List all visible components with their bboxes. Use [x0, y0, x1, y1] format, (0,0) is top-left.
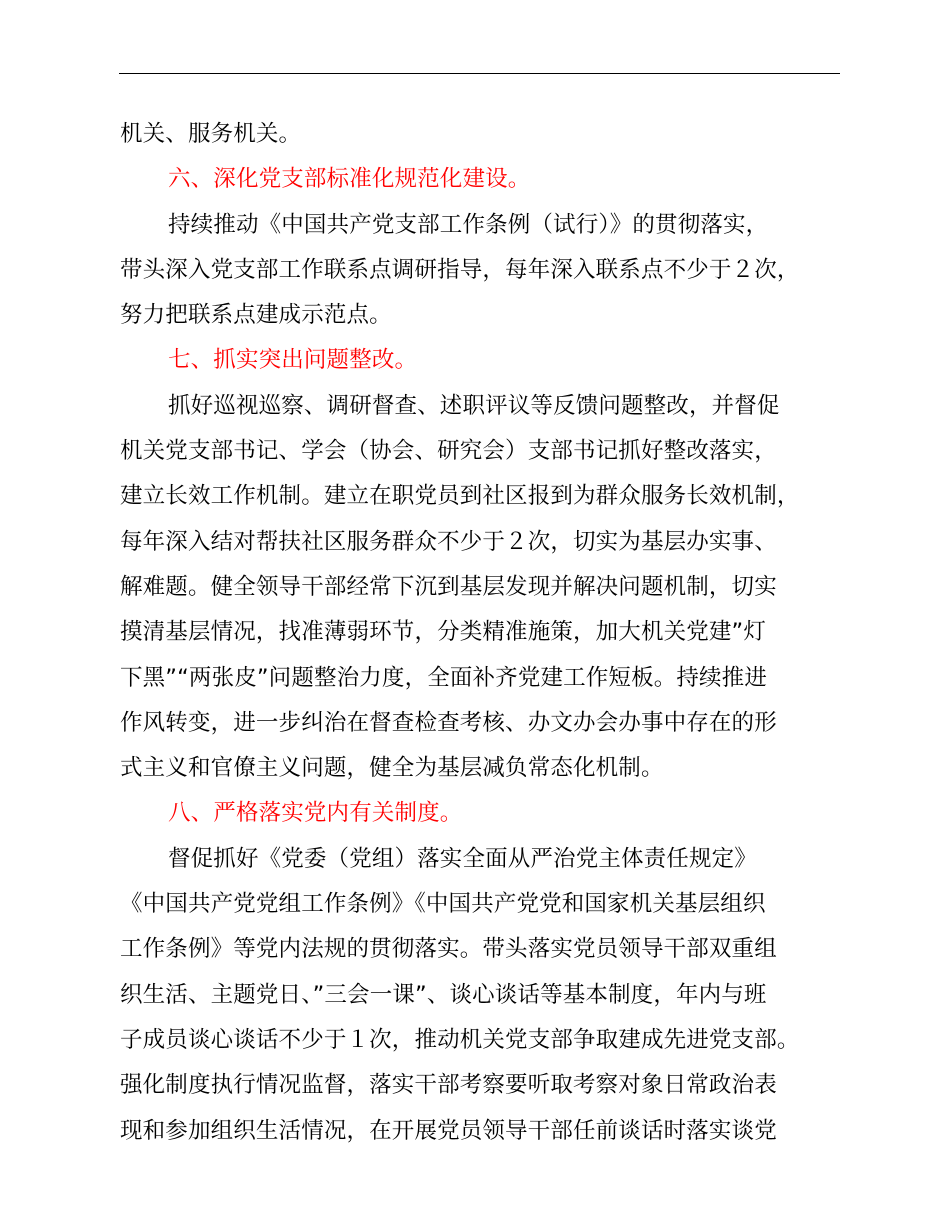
paragraph-line: 抓好巡视巡察、调研督查、述职评议等反馈问题整改，并督促: [168, 392, 780, 419]
paragraph-line: 持续推动《中国共产党支部工作条例（试行）》的贯彻落实，: [168, 211, 769, 238]
section-heading-8: 八、严格落实党内有关制度。: [168, 800, 463, 827]
paragraph-line: 努力把联系点建成示范点。: [120, 302, 392, 329]
paragraph-line: 每年深入结对帮扶社区服务群众不少于２次，切实为基层办实事、: [120, 528, 777, 555]
paragraph-line: 式主义和官僚主义问题，健全为基层减负常态化机制。: [120, 755, 664, 782]
paragraph-line: 建立长效工作机制。建立在职党员到社区报到为群众服务长效机制，: [120, 483, 800, 510]
paragraph-line: 机关党支部书记、学会（协会、研究会）支部书记抓好整改落实，: [120, 438, 777, 465]
paragraph-line: 机关、服务机关。: [120, 121, 302, 147]
section-heading-7: 七、抓实突出问题整改。: [168, 347, 418, 374]
paragraph-line: 强化制度执行情况监督，落实干部考察要听取考察对象日常政治表: [120, 1072, 777, 1099]
section-heading-6: 六、深化党支部标准化规范化建设。: [168, 166, 531, 193]
document-body: [120, 112, 860, 1154]
paragraph-line: 现和参加组织生活情况，在开展党员领导干部任前谈话时落实谈党: [120, 1117, 777, 1144]
paragraph-line: 解难题。健全领导干部经常下沉到基层发现并解决问题机制，切实: [120, 573, 777, 600]
paragraph-line: 织生活、主题党日、”三会一课”、谈心谈话等基本制度，年内与班: [120, 981, 767, 1008]
paragraph-line: 工作条例》等党内法规的贯彻落实。带头落实党员领导干部双重组: [120, 936, 777, 963]
paragraph-line: 督促抓好《党委（党组）落实全面从严治党主体责任规定》: [168, 845, 757, 872]
header-rule: [119, 73, 840, 74]
paragraph-line: 带头深入党支部工作联系点调研指导，每年深入联系点不少于２次，: [120, 256, 800, 283]
paragraph-line: 下黑”“两张皮”问题整治力度，全面补齐党建工作短板。持续推进: [120, 664, 767, 691]
paragraph-line: 摸清基层情况，找准薄弱环节，分类精准施策，加大机关党建”灯: [120, 619, 767, 646]
paragraph-line: 子成员谈心谈话不少于１次，推动机关党支部争取建成先进党支部。: [120, 1026, 800, 1053]
paragraph-line: 作风转变，进一步纠治在督查检查考核、办文办会办事中存在的形: [120, 709, 777, 736]
paragraph-line: 《中国共产党党组工作条例》《中国共产党党和国家机关基层组织: [120, 891, 766, 918]
